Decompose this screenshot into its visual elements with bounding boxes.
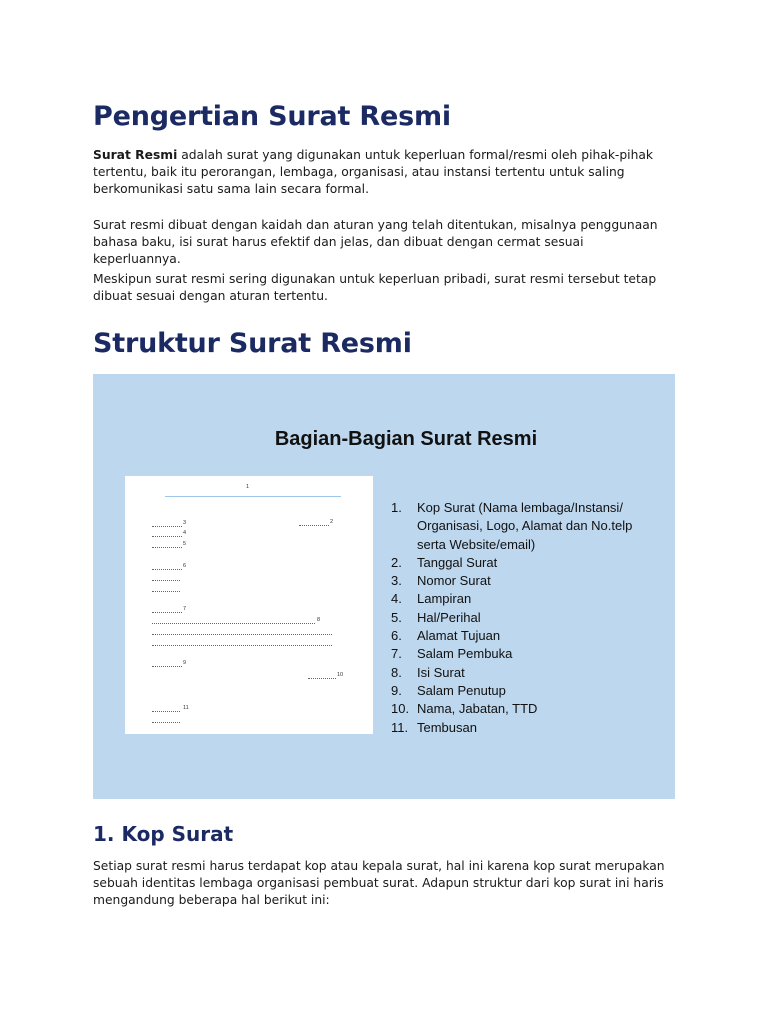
figure-title: Bagian-Bagian Surat Resmi <box>274 428 538 450</box>
item-text: Tanggal Surat <box>417 554 498 570</box>
parts-list-item <box>391 554 632 572</box>
signature-dots <box>308 678 336 679</box>
letter-marker-2: 2 <box>330 519 334 525</box>
letter-marker-4: 4 <box>183 530 187 536</box>
cc-dots-1 <box>152 711 180 712</box>
cc-dots-2 <box>152 722 180 723</box>
item-text: Nama, Jabatan, TTD <box>417 701 538 717</box>
letterhead-rule <box>165 496 341 497</box>
letter-marker-1: 1 <box>246 484 250 490</box>
item-text: Hal/Perihal <box>417 609 481 625</box>
item-number: 6. <box>391 628 402 644</box>
item-number: 2. <box>391 554 402 570</box>
item-number: 11. <box>391 719 409 735</box>
item-text: Alamat Tujuan <box>417 628 501 644</box>
paragraph-personal-use: Meskipun surat resmi sering digunakan untuk keperluan pribadi, surat resmi tersebut tetap dibuat sesuai dengan aturan tertentu. <box>93 272 657 303</box>
closing-dots <box>152 666 182 667</box>
item-number: 5. <box>391 609 402 625</box>
address-dots-1 <box>152 569 182 570</box>
subject-dots <box>152 547 182 548</box>
letter-diagram <box>125 476 373 734</box>
item-text: Salam Pembuka <box>417 646 513 662</box>
letter-marker-5: 5 <box>183 541 187 547</box>
parts-list-item <box>391 682 632 700</box>
letter-marker-3: 3 <box>183 520 187 526</box>
item-text: serta Website/email) <box>417 536 536 552</box>
parts-list-item <box>391 517 632 535</box>
item-number: 8. <box>391 664 402 680</box>
date-dots <box>299 525 329 526</box>
item-number: 1. <box>391 500 402 515</box>
number-dots <box>152 526 182 527</box>
parts-list-item <box>391 572 632 590</box>
item-number: 9. <box>391 682 402 698</box>
parts-list-item <box>391 719 632 737</box>
parts-list-item <box>391 590 632 608</box>
figure-bagian-surat <box>93 374 675 799</box>
body-dots-3 <box>152 645 332 646</box>
paragraph-kop-surat: Setiap surat resmi harus terdapat kop atau kepala surat, hal ini karena kop surat merupakan sebuah identitas lembaga organisasi pembuat surat. Adapun struktur dari kop surat ini haris mengandung beberapa hal berikut ini: <box>93 859 665 907</box>
heading-pengertian: Pengertian Surat Resmi <box>93 101 451 132</box>
item-number: 4. <box>391 591 402 607</box>
figure-parts-list <box>391 499 632 737</box>
parts-list-item <box>391 499 632 517</box>
heading-struktur: Struktur Surat Resmi <box>93 328 412 359</box>
item-number: 10. <box>391 701 410 717</box>
letter-marker-8: 8 <box>317 617 321 623</box>
attachment-dots <box>152 536 182 537</box>
parts-list-item <box>391 645 632 663</box>
body-dots-2 <box>152 634 332 635</box>
item-number: 7. <box>391 646 402 662</box>
item-text: Lampiran <box>417 591 472 607</box>
item-text: Isi Surat <box>417 664 465 680</box>
address-dots-3 <box>152 591 180 592</box>
address-dots-2 <box>152 580 180 581</box>
letter-marker-10: 10 <box>337 672 344 678</box>
letter-marker-7: 7 <box>183 606 187 612</box>
letter-marker-9: 9 <box>183 660 187 666</box>
greeting-dots <box>152 612 182 613</box>
parts-list-item <box>391 627 632 645</box>
definition-text: adalah surat yang digunakan untuk keperluan formal/resmi oleh pihak-pihak tertentu, baik itu perorangan, lembaga, organisasi, atau instansi tertentu untuk saling berkomunikasi satu sama lain secara formal. <box>93 148 654 196</box>
paragraph-definition <box>93 147 675 197</box>
letter-marker-11: 11 <box>183 705 189 711</box>
item-text: Tembusan <box>417 719 477 735</box>
heading-kop-surat: 1. Kop Surat <box>93 822 234 846</box>
parts-list-item <box>391 700 632 718</box>
parts-list-item <box>391 664 632 682</box>
item-text: Organisasi, Logo, Alamat dan No.telp <box>417 518 633 534</box>
parts-list-item <box>391 609 632 627</box>
body-dots-1 <box>152 623 315 624</box>
item-text: Salam Penutup <box>417 682 506 698</box>
item-text: Kop Surat (Nama lembaga/Instansi/ <box>417 500 623 515</box>
item-number: 3. <box>391 573 402 589</box>
term-surat-resmi: Surat Resmi <box>93 148 178 162</box>
item-text: Nomor Surat <box>417 573 491 589</box>
parts-list-item <box>391 536 632 554</box>
letter-marker-6: 6 <box>183 563 187 569</box>
paragraph-rules: Surat resmi dibuat dengan kaidah dan aturan yang telah ditentukan, misalnya penggunaan bahasa baku, isi surat harus efektif dan jelas, dan dibuat dengan cermat sesuai keperluannya. <box>93 218 658 266</box>
